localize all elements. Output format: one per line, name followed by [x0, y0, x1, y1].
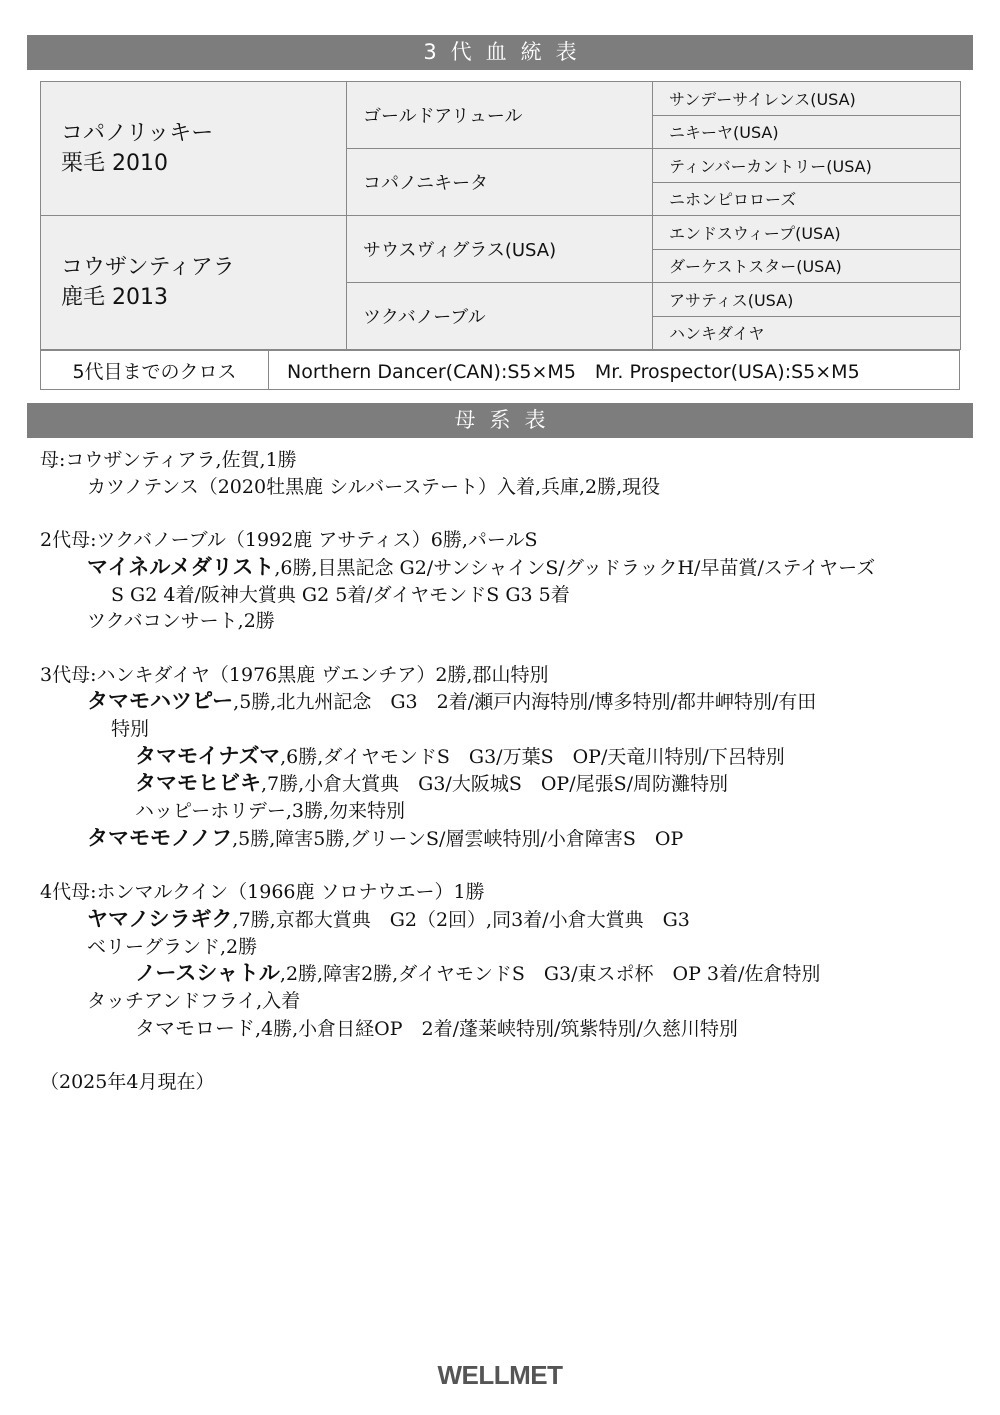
dam-dam: ツクバノーブル [347, 283, 653, 350]
cross-value: Northern Dancer(CAN):S5×M5 Mr. Prospector(USA):S5×M5 [269, 351, 960, 390]
produce-line: ツクバコンサート,2勝 [87, 610, 275, 633]
pedigree-table [40, 81, 961, 350]
dam-name: コウザンティアラ [61, 254, 235, 280]
produce-line: タマモロード,4勝,小倉日経OP 2着/蓬莱峡特別/筑紫特別/久慈川特別 [135, 1015, 738, 1040]
stakes-winner-name: マイネルメダリスト [87, 554, 275, 579]
produce-line: マイネルメダリスト,6勝,目黒記念 G2/サンシャインS/グッドラックH/早苗賞/ステイヤーズ [87, 554, 876, 579]
produce-line: タマモハツピー,5勝,北九州記念 G3 2着/瀬戸内海特別/博多特別/都井岬特別/有田 [87, 689, 817, 714]
produce-line: タッチアンドフライ,入着 [87, 990, 301, 1013]
sire-sire-sire: サンデーサイレンス(USA) [653, 82, 961, 116]
third-dam-line: 3代母:ハンキダイヤ（1976黒鹿 ヴエンチア）2勝,郡山特別 [40, 663, 549, 686]
horse-name: タマモロード [135, 1015, 255, 1040]
produce-line: タマモイナズマ,6勝,ダイヤモンドS G3/万葉S OP/天竜川特別/下呂特別 [135, 743, 785, 768]
family-section-header: 母系表 [27, 403, 973, 438]
as-of-date: （2025年4月現在） [40, 1071, 215, 1094]
sire-dam-dam: ニホンピロローズ [653, 182, 961, 216]
sire-name: コパノリッキー [61, 120, 214, 146]
sire-cell [41, 82, 347, 216]
stakes-winner-name: タマモヒビキ [135, 771, 261, 796]
produce-line: タマモモノノフ,5勝,障害5勝,グリーンS/層雲峡特別/小倉障害S OP [87, 825, 684, 850]
pedigree-section-header: 3代血統表 [27, 35, 973, 70]
produce-line: ヤマノシラギク,7勝,京都大賞典 G2（2回）,同3着/小倉大賞典 G3 [87, 906, 690, 931]
sire-info: 栗毛 2010 [61, 150, 168, 176]
fourth-dam-line: 4代母:ホンマルクイン（1966鹿 ソロナウエー）1勝 [40, 881, 485, 904]
sire-sire-dam: ニキーヤ(USA) [653, 115, 961, 149]
stakes-winner-name: ノースシャトル [135, 961, 280, 986]
dam-info: 鹿毛 2013 [61, 284, 168, 310]
inbreeding-cross-row [40, 350, 960, 390]
stakes-winner-name: タマモハツピー [87, 689, 234, 714]
second-dam-line: 2代母:ツクバノーブル（1992鹿 アサティス）6勝,パールS [40, 529, 538, 552]
produce-line: ハッピーホリデー,3勝,勿来特別 [135, 800, 406, 823]
produce-line-continued: S G2 4着/阪神大賞典 G2 5着/ダイヤモンドS G3 5着 [111, 583, 570, 606]
produce-line-continued: 特別 [111, 718, 150, 740]
sire-dam-sire: ティンバーカントリー(USA) [653, 149, 961, 183]
dam-sire-sire: エンドスウィープ(USA) [653, 216, 961, 250]
family-table [40, 447, 970, 1096]
dam-line: 母:コウザンティアラ,佐賀,1勝 [40, 449, 297, 471]
stakes-winner-name: タマモイナズマ [135, 743, 281, 768]
dam-dam-sire: アサティス(USA) [653, 283, 961, 317]
sire-dam: コパノニキータ [347, 149, 653, 216]
produce-line: カツノテンス（2020牡黒鹿 シルバーステート）入着,兵庫,2勝,現役 [87, 475, 661, 498]
produce-line: タマモヒビキ,7勝,小倉大賞典 G3/大阪城S OP/尾張S/周防灘特別 [135, 771, 729, 796]
produce-line: ノースシャトル,2勝,障害2勝,ダイヤモンドS G3/東スポ杯 OP 3着/佐倉特別 [135, 961, 821, 986]
dam-sire-dam: ダーケストスター(USA) [653, 249, 961, 283]
dam-dam-dam: ハンキダイヤ [653, 316, 961, 350]
dam-sire: サウスヴィグラス(USA) [347, 216, 653, 283]
sire-sire: ゴールドアリュール [347, 82, 653, 149]
produce-line: ベリーグランド,2勝 [87, 935, 258, 958]
wellmet-logo: WELLMET [437, 1360, 563, 1390]
stakes-winner-name: ヤマノシラギク [87, 906, 233, 931]
dam-cell [41, 216, 347, 350]
cross-label: 5代目までのクロス [41, 351, 269, 390]
stakes-winner-name: タマモモノノフ [87, 825, 233, 850]
